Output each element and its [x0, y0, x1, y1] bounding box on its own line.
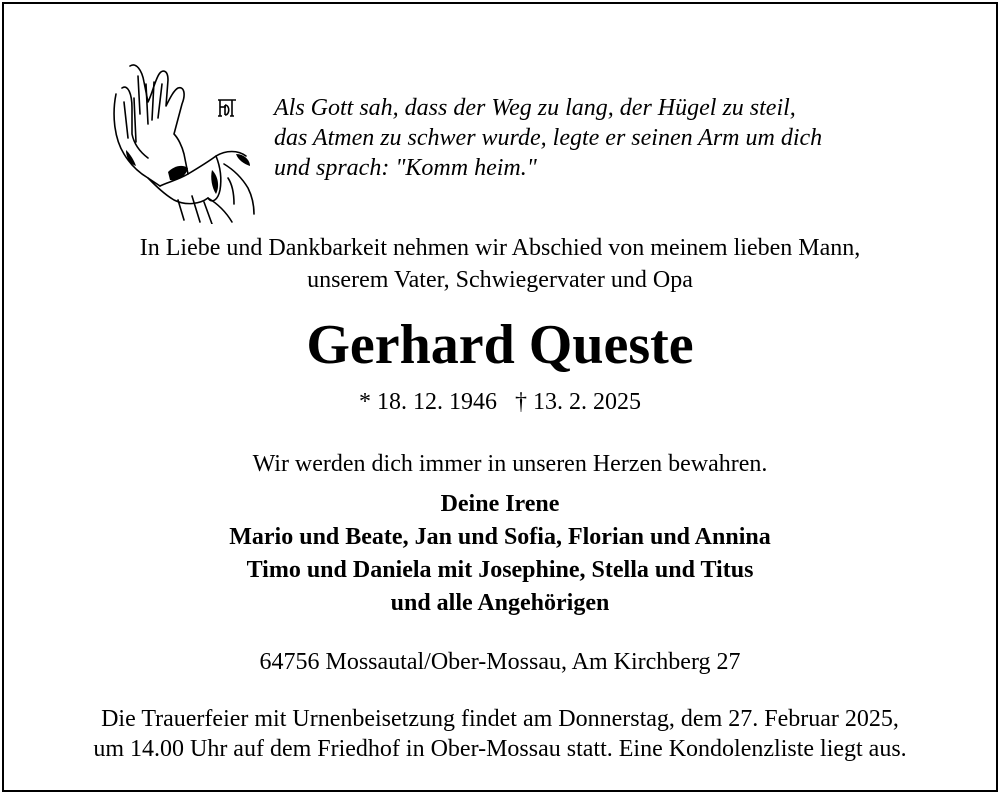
ceremony-line: Die Trauerfeier mit Urnenbeisetzung findet am Donnerstag, dem 27. Februar 2025,: [101, 706, 899, 732]
life-dates: * 18. 12. 1946 † 13. 2. 2025: [359, 389, 641, 415]
deceased-name: Gerhard Queste: [306, 314, 694, 376]
intro-text: [4, 232, 996, 296]
mourner-line: Mario und Beate, Jan und Sofia, Florian und Annina: [229, 524, 771, 550]
verse-line: Als Gott sah, dass der Weg zu lang, der Hügel zu steil,: [274, 95, 796, 121]
verse-line: und sprach: "Komm heim.": [274, 155, 537, 181]
mourner-line: und alle Angehörigen: [390, 590, 610, 616]
funeral-details: [4, 704, 996, 764]
mourners-list: [4, 488, 996, 620]
verse-line: das Atmen zu schwer wurde, legte er seinen Arm um dich: [274, 125, 823, 151]
mourner-line: Deine Irene: [440, 491, 560, 517]
obituary-notice: [2, 2, 998, 792]
durer-monogram-icon: [217, 99, 237, 117]
remembrance-quote: Wir werden dich immer in unseren Herzen bewahren.: [252, 451, 768, 477]
mourner-line: Timo und Daniela mit Josephine, Stella und Titus: [246, 557, 754, 583]
praying-hands-icon: [108, 54, 260, 224]
family-address: 64756 Mossautal/Ober-Mossau, Am Kirchberg 27: [259, 649, 741, 675]
intro-line: unserem Vater, Schwiegervater und Opa: [307, 267, 693, 293]
memorial-verse: [274, 93, 914, 183]
ceremony-line: um 14.00 Uhr auf dem Friedhof in Ober-Mossau statt. Eine Kondolenzliste liegt aus.: [93, 736, 907, 762]
intro-line: In Liebe und Dankbarkeit nehmen wir Abschied von meinem lieben Mann,: [139, 235, 861, 261]
